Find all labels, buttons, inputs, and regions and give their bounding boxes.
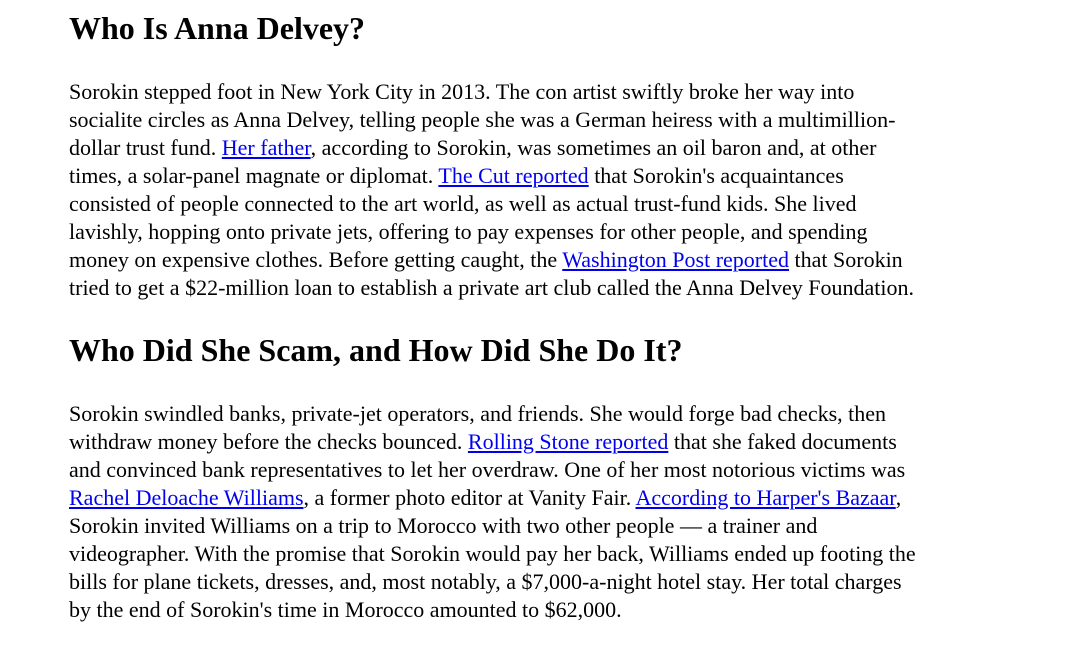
- text-run: Sorokin swindled banks, private-jet operators, and friends. She would forge bad checks, then: [69, 401, 887, 426]
- paragraph-line: [69, 484, 1029, 512]
- text-run: by the end of Sorokin's time in Morocco amounted to $62,000.: [69, 597, 622, 622]
- paragraph-line: [69, 190, 1029, 218]
- the-cut-reported-link[interactable]: The Cut reported: [438, 163, 589, 188]
- paragraph-line: [69, 78, 1029, 106]
- text-run: videographer. With the promise that Sorokin would pay her back, Williams ended up footing the: [69, 541, 916, 566]
- according-to-harpers-bazaar-link[interactable]: According to Harper's Bazaar: [635, 485, 896, 510]
- text-run: ,: [895, 485, 902, 510]
- text-run: that Sorokin: [789, 247, 903, 272]
- text-run: bills for plane tickets, dresses, and, most notably, a $7,000-a-night hotel stay. Her total charges: [69, 569, 902, 594]
- text-run: lavishly, hopping onto private jets, offering to pay expenses for other people, and spending: [69, 219, 868, 244]
- paragraph-line: [69, 162, 1029, 190]
- section-heading-who-did-she-scam: Who Did She Scam, and How Did She Do It?: [69, 332, 683, 368]
- paragraph-line: [69, 218, 1029, 246]
- text-run: times, a solar-panel magnate or diplomat.: [69, 163, 439, 188]
- paragraph-line: [69, 568, 1029, 596]
- text-run: socialite circles as Anna Delvey, telling people she was a German heiress with a multimillion-: [69, 107, 896, 132]
- rolling-stone-reported-link[interactable]: Rolling Stone reported: [467, 429, 669, 454]
- paragraph-line: [69, 274, 1029, 302]
- text-run: Sorokin stepped foot in New York City in 2013. The con artist swiftly broke her way into: [69, 79, 855, 104]
- paragraph-line: [69, 456, 1029, 484]
- text-run: money on expensive clothes. Before getting caught, the: [69, 247, 563, 272]
- text-run: withdraw money before the checks bounced.: [69, 429, 468, 454]
- section-heading-who-is-anna-delvey: Who Is Anna Delvey?: [69, 10, 366, 46]
- text-run: consisted of people connected to the art world, as well as actual trust-fund kids. She lived: [69, 191, 857, 216]
- her-father-link[interactable]: Her father: [221, 135, 311, 160]
- section-paragraph-who-is-anna-delvey: [69, 78, 1029, 302]
- paragraph-line: [69, 400, 1029, 428]
- text-run: tried to get a $22-million loan to establish a private art club called the Anna Delvey Foundation.: [69, 275, 914, 300]
- paragraph-line: [69, 246, 1029, 274]
- text-run: Sorokin invited Williams on a trip to Morocco with two other people — a trainer and: [69, 513, 818, 538]
- text-run: and convinced bank representatives to let her overdraw. One of her most notorious victims was: [69, 457, 906, 482]
- text-run: , a former photo editor at Vanity Fair.: [303, 485, 636, 510]
- section-paragraph-who-did-she-scam: [69, 400, 1029, 624]
- text-run: that she faked documents: [668, 429, 897, 454]
- paragraph-line: [69, 106, 1029, 134]
- washington-post-reported-link[interactable]: Washington Post reported: [562, 247, 790, 272]
- text-run: that Sorokin's acquaintances: [588, 163, 844, 188]
- paragraph-line: [69, 134, 1029, 162]
- paragraph-line: [69, 540, 1029, 568]
- paragraph-line: [69, 428, 1029, 456]
- rachel-deloache-williams-link[interactable]: Rachel Deloache Williams: [69, 485, 304, 510]
- paragraph-line: [69, 596, 1029, 624]
- text-run: dollar trust fund.: [69, 135, 222, 160]
- paragraph-line: [69, 512, 1029, 540]
- text-run: , according to Sorokin, was sometimes an oil baron and, at other: [310, 135, 877, 160]
